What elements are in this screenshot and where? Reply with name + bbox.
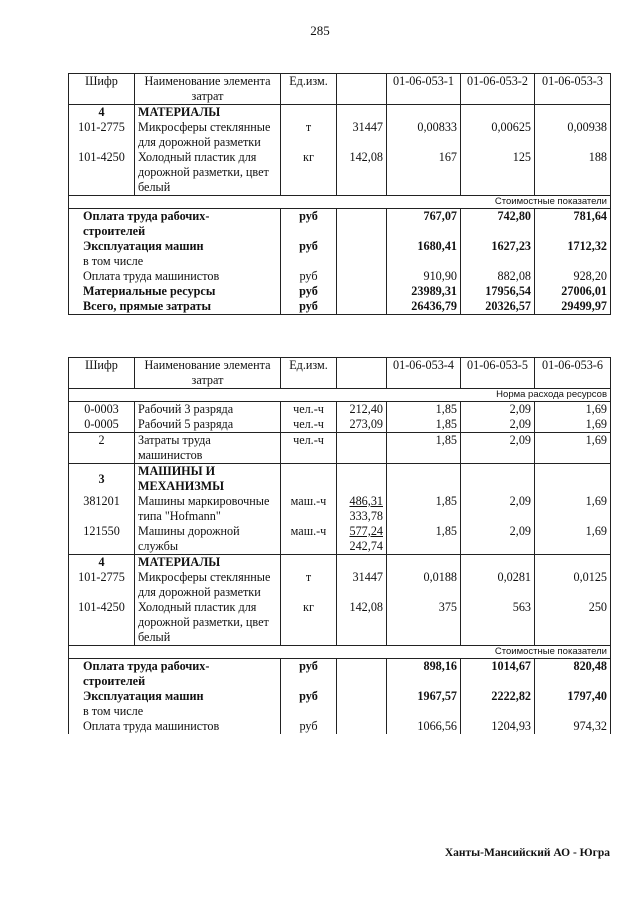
cost-row: Оплата труда рабочих- строителей руб 767,07 742,80 781,64 (69, 209, 611, 240)
cost-row: Оплата труда рабочих- строителей руб 898,16 1014,67 820,48 (69, 659, 611, 690)
table-row: 121550 Машины дорожной службы маш.-ч 577,24 242,74 1,85 2,09 1,69 (69, 524, 611, 555)
col-header-2: 01-06-053-2 (461, 74, 535, 105)
table-row: 381201 Машины маркировочные типа "Hofmann" маш.-ч 486,31 333,78 1,85 2,09 1,69 (69, 494, 611, 524)
cost-row: Оплата труда машинистов руб 910,90 882,08 928,20 (69, 269, 611, 284)
table-row: 101-2775 Микросферы стеклянные для дорожной разметки т 31447 0,00833 0,00625 0,00938 (69, 120, 611, 150)
table-row: 101-4250 Холодный пластик для дорожной разметки, цвет белый кг 142,08 167 125 188 (69, 150, 611, 196)
table-row: 101-4250 Холодный пластик для дорожной разметки, цвет белый кг 142,08 375 563 250 (69, 600, 611, 646)
table-header: Шифр Наименование элемента затрат Ед.изм. 01-06-053-4 01-06-053-5 01-06-053-6 (69, 358, 611, 389)
section-label-row: Норма расхода ресурсов (69, 389, 611, 402)
table-row: 2 Затраты труда машинистов чел.-ч 1,85 2,09 1,69 (69, 433, 611, 464)
resource-table-1 (68, 73, 611, 315)
section-label-row (69, 196, 611, 209)
section-label: Стоимостные показатели (69, 196, 611, 209)
resource-table-2 (68, 357, 611, 734)
footer-region: Ханты-Мансийский АО - Югра (444, 847, 610, 859)
group-row: 4 МАТЕРИАЛЫ (69, 105, 611, 121)
table-row: 0-0003 Рабочий 3 разряда чел.-ч 212,40 1,85 2,09 1,69 (69, 402, 611, 418)
col-name-header: Наименование элемента затрат (135, 74, 281, 105)
cost-row: Материальные ресурсы руб 23989,31 17956,54 27006,01 (69, 284, 611, 299)
col-code-header: Шифр (69, 74, 135, 105)
page-number: 285 (310, 23, 330, 38)
cost-row: Оплата труда машинистов руб 1066,56 1204,93 974,32 (69, 719, 611, 734)
col-unit-header: Ед.изм. (281, 74, 337, 105)
table-header (69, 74, 611, 105)
cost-row: Всего, прямые затраты руб 26436,79 20326,57 29499,97 (69, 299, 611, 315)
col-header-1: 01-06-053-1 (387, 74, 461, 105)
col-header-3: 01-06-053-3 (535, 74, 611, 105)
group-row: 3 МАШИНЫ И МЕХАНИЗМЫ (69, 464, 611, 495)
table-row: 0-0005 Рабочий 5 разряда чел.-ч 273,09 1,85 2,09 1,69 (69, 417, 611, 433)
section-label-row: Стоимостные показатели (69, 646, 611, 659)
cost-row: Эксплуатация машин в том числе руб 1680,41 1627,23 1712,32 (69, 239, 611, 269)
cost-row: Эксплуатация машин в том числе руб 1967,57 2222,82 1797,40 (69, 689, 611, 719)
group-row: 4 МАТЕРИАЛЫ (69, 555, 611, 571)
table-row: 101-2775 Микросферы стеклянные для дорожной разметки т 31447 0,0188 0,0281 0,0125 (69, 570, 611, 600)
col-price-header (337, 74, 387, 105)
